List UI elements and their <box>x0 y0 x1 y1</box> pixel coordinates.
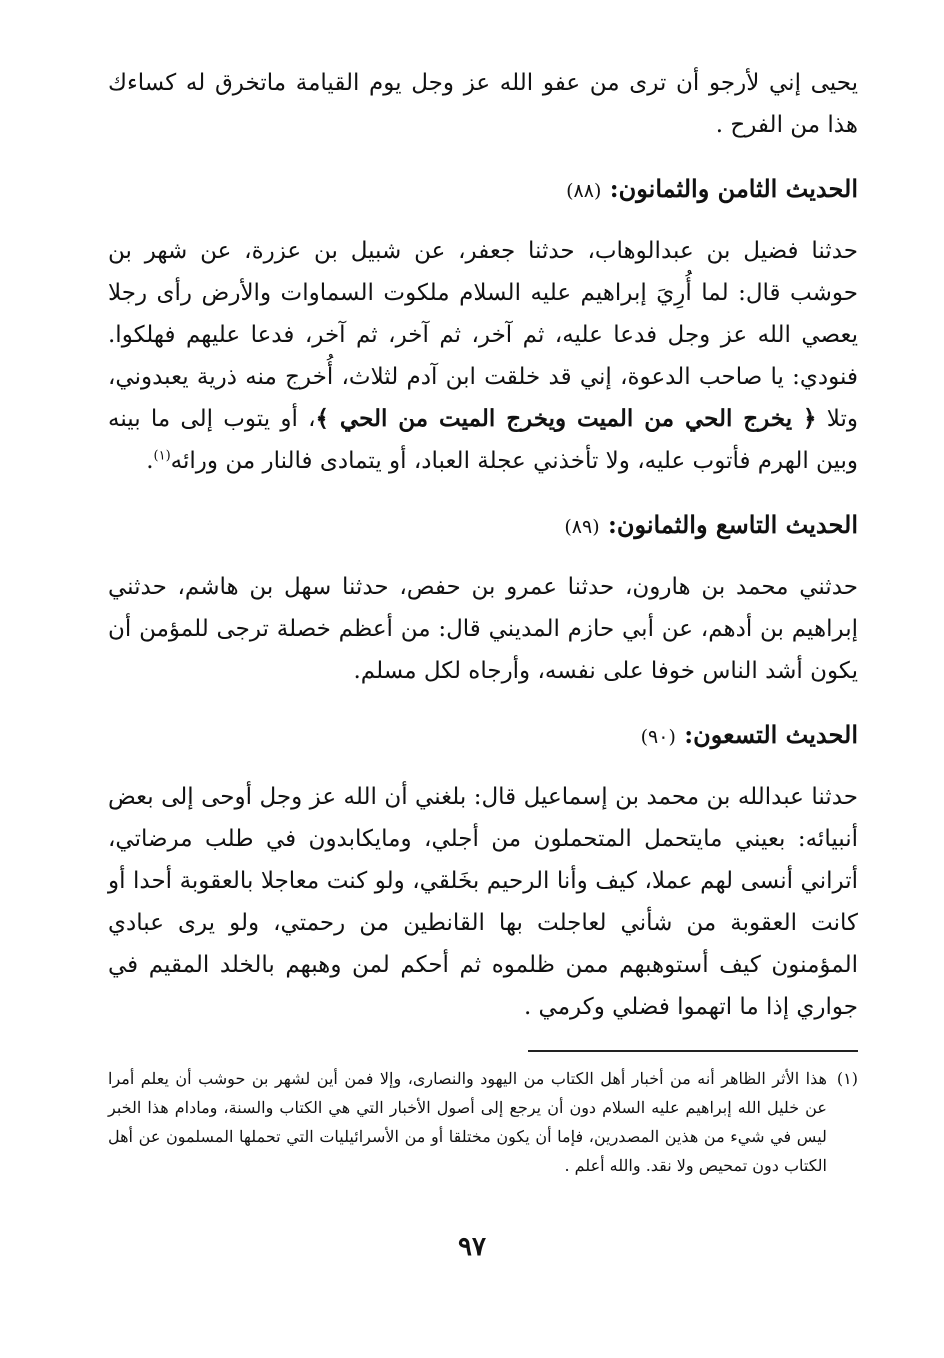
footnote <box>108 1064 858 1180</box>
footnote-mark: (١) <box>836 1069 858 1088</box>
hadith-90-heading <box>108 714 858 758</box>
hadith-89-heading <box>108 504 858 548</box>
hadith-88-text-b: ، أو يتوب إلى ما بينه وبين الهرم فأتوب عليه، ولا تأخذني عجلة العباد، أو يتمادى فالنار من ورائه <box>108 406 858 474</box>
hadith-89-text: حدثني محمد بن هارون، حدثنا عمرو بن حفص، حدثنا سهل بن هاشم، حدثني إبراهيم بن أدهم، عن أبي حازم المديني قال: من أعظم خصلة ترجى للمؤمن أن يكون أشد الناس خوفا على نفسه، وأرجاه لكل مسلم. <box>108 574 858 684</box>
hadith-90-title: الحديث التسعون: <box>684 720 858 749</box>
hadith-88-heading <box>108 168 858 212</box>
footnote-reference[interactable]: (١) <box>153 448 171 464</box>
intro-text: يحيى إني لأرجو أن ترى من عفو الله عز وجل يوم القيامة ماتخرق له كساءك هذا من الفرح . <box>108 70 858 138</box>
intro-paragraph <box>108 62 858 146</box>
hadith-90-body <box>108 776 858 1028</box>
hadith-88-text-a: حدثنا فضيل بن عبدالوهاب، حدثنا جعفر، عن شبيل بن عزرة، عن شهر بن حوشب قال: لما أُرِيَ إبراهيم عليه السلام ملكوت السماوات والأرض رأى رجلا يعصي الله عز وجل فدعا عليه، ثم آخر، ثم آخر، ثم آخر، فدعا عليهم فهلكوا. فنودي: يا صاحب الدعوة، إني قد خلقت ابن آدم لثلاث، أُخرج منه ذرية يعبدوني، وتلا <box>108 238 858 432</box>
hadith-88-text-end: . <box>146 448 154 474</box>
page-number: ٩٧ <box>458 1232 486 1262</box>
hadith-88-body <box>108 230 858 482</box>
hadith-89-number: (٨٩) <box>564 516 600 538</box>
hadith-88-quran-verse: ﴿ يخرج الحي من الميت ويخرج الميت من الحي ﴾ <box>315 405 817 432</box>
footnote-separator <box>528 1050 858 1052</box>
hadith-89-title: الحديث التاسع والثمانون: <box>607 510 858 539</box>
hadith-90-number: (٩٠) <box>640 726 676 748</box>
hadith-89-body <box>108 566 858 692</box>
hadith-88-number: (٨٨) <box>566 180 602 202</box>
hadith-88-title: الحديث الثامن والثمانون: <box>609 174 858 203</box>
hadith-90-text: حدثنا عبدالله بن محمد بن إسماعيل قال: بلغني أن الله عز وجل أوحى إلى بعض أنبيائه: بعيني مايتحمل المتحملون من أجلي، ومايكابدون في طلب مرضاتي، أتراني أنسى لهم عملا، كيف وأنا الرحيم بخَلقي، ولو كنت معاجلا بالعقوبة أحدا أو كانت العقوبة من شأني لعاجلت بها القانطين من رحمتي، ولو يرى عبادي المؤمنون كيف أستوهبهم ممن ظلموه ثم أحكم لمن وهبهم بالخلد المقيم في جواري إذا ما اتهموا فضلي وكرمي . <box>108 784 858 1020</box>
footnote-text: هذا الأثر الظاهر أنه من أخبار أهل الكتاب من اليهود والنصارى، وإلا فمن أين لشهر بن حوشب أن يعلم أمرا عن خليل الله إبراهيم عليه السلام دون أن يرجع إلى أصول الأخبار التي هي الكتاب والسنة، ومادام هذا الخبر ليس في شيء من هذين المصدرين، فإما أن يكون مختلقا أو من الأسرائيليات التي تحملها المسلمون عن أهل الكتاب دون تمحيص ولا نقد. والله أعلم . <box>108 1069 827 1175</box>
